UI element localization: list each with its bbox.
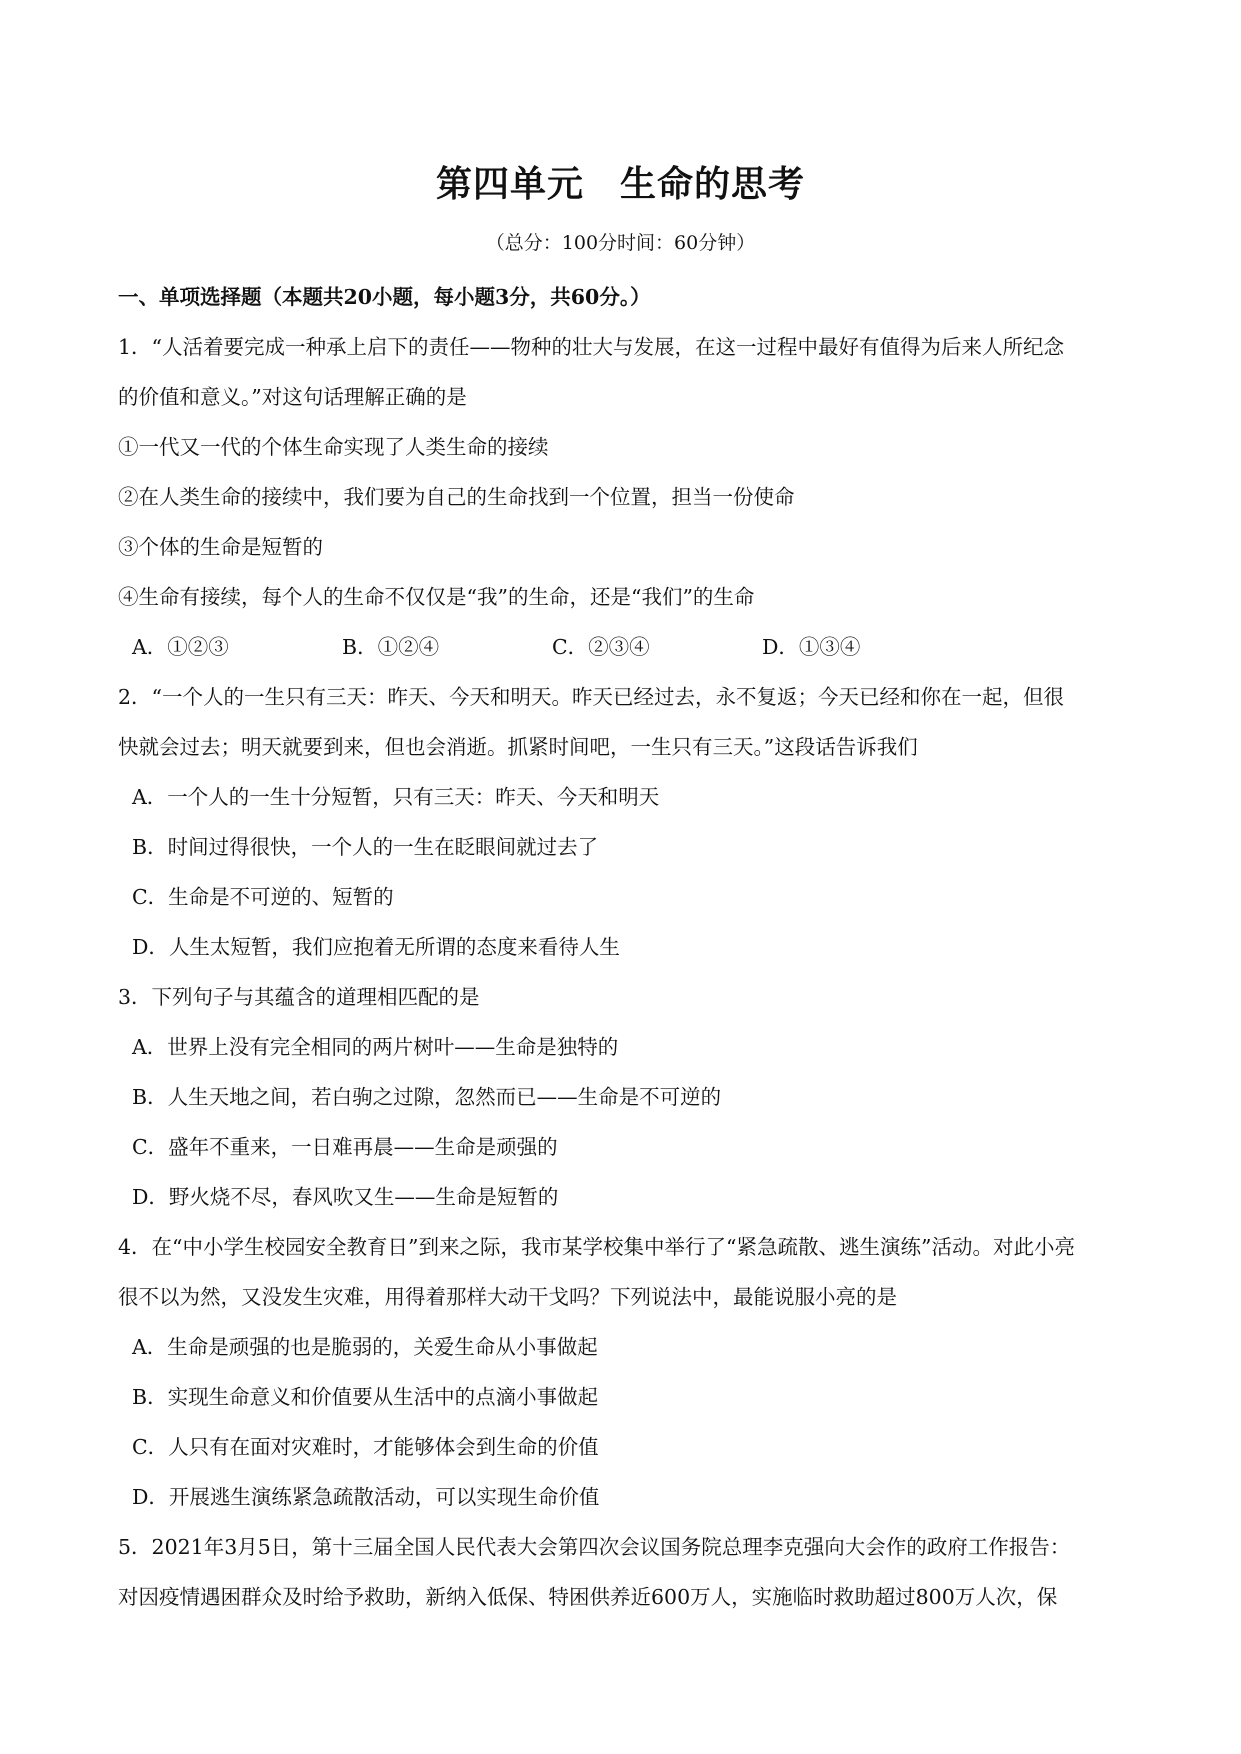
- q2-stem-line2: 快就会过去；明天就要到来，但也会消逝。抓紧时间吧，一生只有三天。”这段话告诉我们: [118, 735, 918, 759]
- q1-item-2: ②在人类生命的接续中，我们要为自己的生命找到一个位置，担当一份使命: [118, 485, 795, 509]
- q5-stem-line2: 对因疫情遇困群众及时给予救助，新纳入低保、特困供养近600万人，实施临时救助超过800万人次，保: [118, 1585, 1058, 1609]
- q3-stem: 3．下列句子与其蕴含的道理相匹配的是: [118, 985, 480, 1009]
- q4-option-d: D．开展逃生演练紧急疏散活动，可以实现生命价值: [132, 1485, 600, 1509]
- q3-option-c: C．盛年不重来，一日难再晨——生命是顽强的: [132, 1135, 558, 1159]
- q1-option-d: D．①③④: [762, 635, 861, 659]
- q2-option-a: A．一个人的一生十分短暂，只有三天：昨天、今天和明天: [132, 785, 660, 809]
- q4-option-c: C．人只有在面对灾难时，才能够体会到生命的价值: [132, 1435, 599, 1459]
- q5-stem-line1: 5．2021年3月5日，第十三届全国人民代表大会第四次会议国务院总理李克强向大会作的政府工作报告：: [118, 1535, 1071, 1559]
- q2-stem-line1: 2．“一个人的一生只有三天：昨天、今天和明天。昨天已经过去，永不复返；今天已经和你在一起，但很: [118, 685, 1065, 709]
- page-title: [0, 156, 1241, 207]
- q1-item-1: ①一代又一代的个体生命实现了人类生命的接续: [118, 435, 549, 459]
- q4-option-a: A．生命是顽强的也是脆弱的，关爱生命从小事做起: [132, 1335, 598, 1359]
- q1-item-4: ④生命有接续，每个人的生命不仅仅是“我”的生命，还是“我们”的生命: [118, 585, 755, 609]
- q1-item-3: ③个体的生命是短暂的: [118, 535, 323, 559]
- q1-option-c: C．②③④: [552, 635, 650, 659]
- question-body: [118, 272, 1138, 1622]
- q1-options: [118, 622, 1138, 672]
- q2-option-d: D．人生太短暂，我们应抱着无所谓的态度来看待人生: [132, 935, 620, 959]
- q3-option-a: A．世界上没有完全相同的两片树叶——生命是独特的: [132, 1035, 619, 1059]
- q4-option-b: B．实现生命意义和价值要从生活中的点滴小事做起: [132, 1385, 599, 1409]
- section-heading: 一、单项选择题（本题共20小题，每小题3分，共60分。）: [118, 285, 651, 309]
- q3-option-d: D．野火烧不尽，春风吹又生——生命是短暂的: [132, 1185, 559, 1209]
- exam-info: （总分：100分时间：60分钟）: [485, 232, 756, 254]
- q1-option-b: B．①②④: [342, 635, 440, 659]
- q1-option-a: A．①②③: [132, 635, 229, 659]
- q4-stem-line2: 很不以为然，又没发生灾难，用得着那样大动干戈吗？下列说法中，最能说服小亮的是: [118, 1285, 897, 1309]
- q2-option-c: C．生命是不可逆的、短暂的: [132, 885, 394, 909]
- title-topic: 生命的思考: [620, 163, 806, 205]
- q4-stem-line1: 4．在“中小学生校园安全教育日”到来之际，我市某学校集中举行了“紧急疏散、逃生演练”活动。对此小亮: [118, 1235, 1075, 1259]
- title-unit: 第四单元: [435, 163, 584, 205]
- q1-stem-line1: 1．“人活着要完成一种承上启下的责任——物种的壮大与发展，在这一过程中最好有值得为后来人所纪念: [118, 335, 1065, 359]
- q2-option-b: B．时间过得很快，一个人的一生在眨眼间就过去了: [132, 835, 599, 859]
- q1-stem-line2: 的价值和意义。”对这句话理解正确的是: [118, 385, 467, 409]
- q3-option-b: B．人生天地之间，若白驹之过隙，忽然而已——生命是不可逆的: [132, 1085, 722, 1109]
